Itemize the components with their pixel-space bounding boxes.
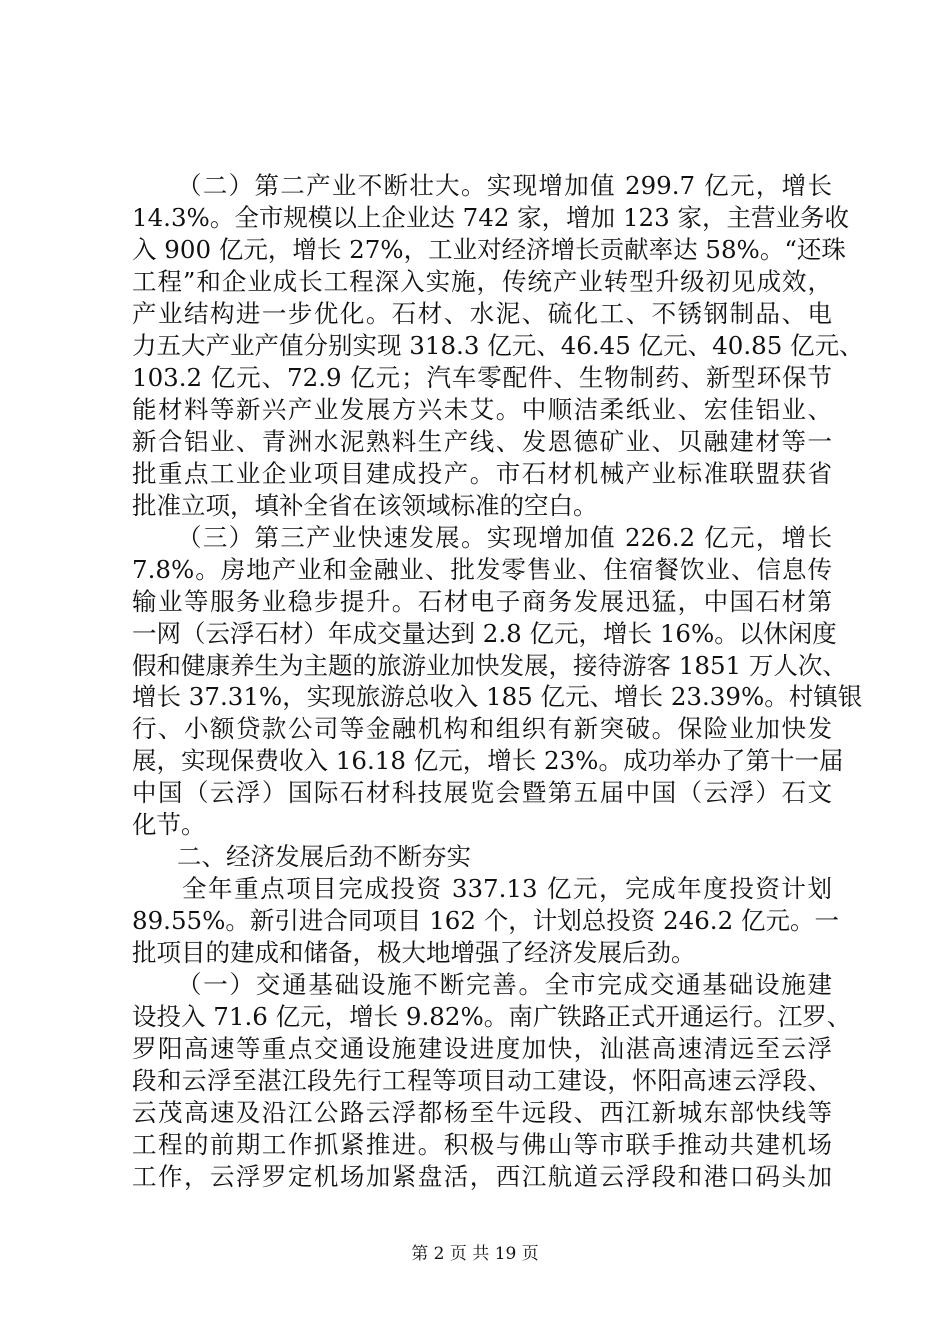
text-line: 展，实现保费收入 16.18 亿元，增长 23%。成功举办了第十一届 (132, 746, 844, 775)
text-line: 工作，云浮罗定机场加紧盘活，西江航道云浮段和港口码头加 (132, 1162, 832, 1191)
text-line: 全年重点项目完成投资 337.13 亿元，完成年度投资计划 (182, 874, 832, 903)
text-line: 103.2 亿元、72.9 亿元；汽车零配件、生物制药、新型环保节 (132, 363, 832, 392)
text-line: 新合铝业、青洲水泥熟料生产线、发恩德矿业、贝融建材等一 (132, 427, 832, 456)
text-line: 批重点工业企业项目建成投产。市石材机械产业标准联盟获省 (132, 459, 832, 488)
text-line: 云茂高速及沿江公路云浮都杨至牛远段、西江新城东部快线等 (132, 1098, 832, 1127)
text-line: 14.3%。全市规模以上企业达 742 家，增加 123 家，主营业务收 (132, 203, 850, 232)
text-line: 工程的前期工作抓紧推进。积极与佛山等市联手推动共建机场 (132, 1130, 832, 1159)
text-line: （二）第二产业不断壮大。实现增加值 299.7 亿元，增长 (177, 171, 832, 200)
text-line: 输业等服务业稳步提升。石材电子商务发展迅猛，中国石材第 (132, 587, 832, 616)
text-line: 力五大产业产值分别实现 318.3 亿元、46.45 亿元、40.85 亿元、 (132, 331, 864, 360)
text-line: 批准立项，填补全省在该领域标准的空白。 (132, 491, 598, 520)
text-line: 中国（云浮）国际石材科技展览会暨第五届中国（云浮）石文 (132, 778, 832, 807)
text-line: 89.55%。新引进合同项目 162 个，计划总投资 246.2 亿元。一 (132, 906, 839, 935)
text-line: 7.8%。房地产业和金融业、批发零售业、住宿餐饮业、信息传 (132, 555, 832, 584)
text-line: 设投入 71.6 亿元，增长 9.82%。南广铁路正式开通运行。江罗、 (132, 1002, 852, 1031)
text-line: 化节。 (132, 810, 206, 839)
page-number-footer: 第 2 页 共 19 页 (411, 1244, 539, 1264)
text-line: 工程”和企业成长工程深入实施，传统产业转型升级初见成效， (132, 267, 832, 296)
text-line: 批项目的建成和储备，极大地增强了经济发展后劲。 (132, 938, 696, 967)
text-line: 能材料等新兴产业发展方兴未艾。中顺洁柔纸业、宏佳铝业、 (132, 395, 832, 424)
text-line: 一网（云浮石材）年成交量达到 2.8 亿元，增长 16%。以休闲度 (132, 619, 837, 648)
text-line: 入 900 亿元，增长 27%，工业对经济增长贡献率达 58%。“还珠 (132, 235, 846, 264)
text-line: 行、小额贷款公司等金融机构和组织有新突破。保险业加快发 (132, 714, 832, 743)
text-line: 罗阳高速等重点交通设施建设进度加快，汕湛高速清远至云浮 (132, 1034, 832, 1063)
section-heading: 二、经济发展后劲不断夯实 (177, 842, 471, 871)
text-line: 产业结构进一步优化。石材、水泥、硫化工、不锈钢制品、电 (132, 299, 832, 328)
text-line: 段和云浮至湛江段先行工程等项目动工建设，怀阳高速云浮段、 (132, 1066, 832, 1095)
text-line: （一）交通基础设施不断完善。全市完成交通基础设施建 (177, 970, 832, 999)
text-line: 增长 37.31%，实现旅游总收入 185 亿元、增长 23.39%。村镇银 (132, 682, 863, 711)
text-line: （三）第三产业快速发展。实现增加值 226.2 亿元，增长 (177, 523, 832, 552)
text-line: 假和健康养生为主题的旅游业加快发展，接待游客 1851 万人次、 (132, 651, 847, 680)
